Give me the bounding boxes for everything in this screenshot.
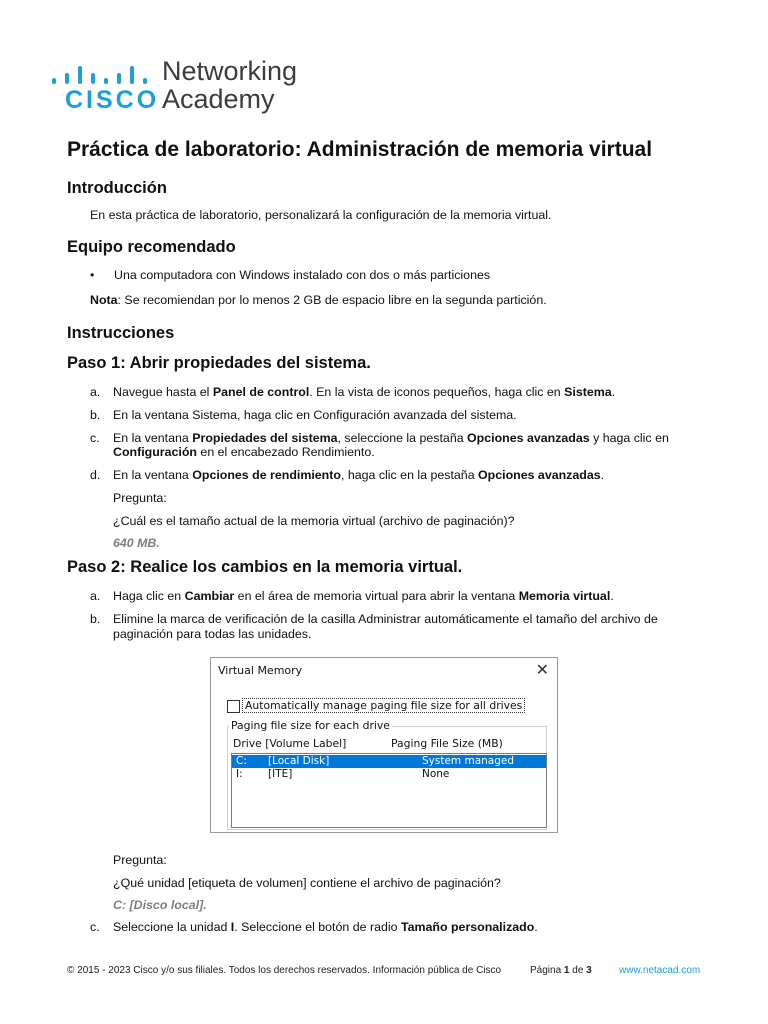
drive-letter: I:	[236, 768, 243, 780]
text: . Seleccione el botón de radio	[234, 920, 401, 934]
paging-group-label: Paging file size for each drive	[231, 719, 390, 732]
step2-b-line1: Elimine la marca de verificación de la casilla Administrar automáticamente el tamaño del archivo de	[113, 612, 658, 626]
bullet-marker: •	[90, 268, 95, 282]
step1-question-label: Pregunta:	[113, 491, 167, 505]
equipment-heading: Equipo recomendado	[67, 238, 236, 256]
auto-manage-label[interactable]: Automatically manage paging file size for all drives	[242, 698, 525, 713]
step2-c-mark: c.	[90, 920, 100, 934]
text: . En la vista de iconos pequeños, haga clic en	[309, 385, 565, 399]
intro-text: En esta práctica de laboratorio, personalizará la configuración de la memoria virtual.	[90, 208, 552, 222]
step1-b: En la ventana Sistema, haga clic en Configuración avanzada del sistema.	[113, 408, 517, 422]
bold-text: Tamaño personalizado	[400, 920, 535, 934]
text: de	[569, 965, 587, 976]
step1-c-mark: c.	[90, 431, 100, 445]
step2-b-mark: b.	[90, 612, 101, 626]
drive-row-i[interactable]	[232, 768, 546, 781]
text: .	[610, 589, 614, 603]
step2-a	[113, 589, 614, 604]
text: y haga clic en	[589, 431, 669, 445]
bold-text: Sistema	[564, 385, 612, 399]
cisco-networking-academy-logo	[52, 56, 312, 116]
cisco-bridge-icon	[52, 62, 152, 84]
note	[90, 293, 547, 308]
step2-answer: C: [Disco local].	[113, 898, 207, 912]
bold-text: Opciones avanzadas	[467, 431, 590, 445]
dialog-title: Virtual Memory	[218, 664, 303, 677]
intro-heading: Introducción	[67, 179, 167, 197]
logo-line2: Academy	[162, 84, 275, 114]
step1-c-line2	[113, 445, 375, 460]
text: Haga clic en	[113, 589, 185, 603]
instructions-heading: Instrucciones	[67, 324, 175, 342]
close-icon[interactable]: ✕	[535, 660, 549, 679]
text: .	[611, 385, 616, 399]
text: Seleccione la unidad	[113, 920, 231, 934]
bold-text: Opciones avanzadas	[478, 468, 601, 482]
step1-answer: 640 MB.	[113, 536, 160, 550]
text: , seleccione la pestaña	[337, 431, 468, 445]
step1-b-mark: b.	[90, 408, 101, 422]
drive-letter: C:	[236, 755, 247, 767]
footer-copyright: © 2015 - 2023 Cisco y/o sus filiales. Todos los derechos reservados. Información pública de Cisco	[67, 965, 502, 976]
bold-text: Opciones de rendimiento	[192, 468, 341, 482]
logo-brand: CISCO	[65, 86, 160, 114]
text: en el área de memoria virtual para abrir la ventana	[234, 589, 519, 603]
text: .	[600, 468, 605, 482]
step1-a-mark: a.	[90, 385, 101, 399]
step2-a-mark: a.	[90, 589, 101, 603]
bold-text: Panel de control	[212, 385, 310, 399]
page-number: 1	[563, 965, 570, 976]
virtual-memory-dialog	[210, 657, 558, 833]
drive-list[interactable]	[231, 753, 547, 828]
drive-size: None	[422, 768, 450, 780]
drive-size: System managed	[422, 755, 515, 767]
page-title: Práctica de laboratorio: Administración de memoria virtual	[67, 138, 653, 161]
note-label: Nota	[90, 293, 118, 307]
step1-d	[113, 468, 604, 483]
text: Navegue hasta el	[113, 385, 213, 399]
drive-label: [Local Disk]	[268, 755, 330, 767]
step1-heading: Paso 1: Abrir propiedades del sistema.	[67, 354, 371, 372]
bold-text: Memoria virtual	[518, 589, 611, 603]
auto-manage-checkbox[interactable]	[227, 700, 240, 713]
text: en el encabezado Rendimiento.	[196, 445, 375, 459]
col-drive-header: Drive [Volume Label]	[233, 737, 347, 750]
drive-label: [ITE]	[268, 768, 293, 780]
step2-b-line2: paginación para todas las unidades.	[113, 627, 312, 641]
bold-text: Configuración	[113, 445, 197, 459]
step2-c	[113, 920, 538, 935]
step2-question-label: Pregunta:	[113, 853, 167, 867]
step1-a	[113, 385, 615, 400]
bold-text: Cambiar	[184, 589, 235, 603]
page-total: 3	[586, 965, 592, 976]
drive-row-c[interactable]	[232, 755, 546, 768]
step1-question: ¿Cuál es el tamaño actual de la memoria virtual (archivo de paginación)?	[113, 514, 515, 528]
bold-text: I	[230, 920, 235, 934]
note-text: : Se recomiendan por lo menos 2 GB de espacio libre en la segunda partición.	[117, 293, 547, 307]
col-size-header: Paging File Size (MB)	[391, 737, 503, 750]
step2-question: ¿Qué unidad [etiqueta de volumen] contiene el archivo de paginación?	[113, 876, 501, 890]
step2-heading: Paso 2: Realice los cambios en la memoria virtual.	[67, 558, 463, 576]
text: En la ventana	[113, 431, 193, 445]
step1-d-mark: d.	[90, 468, 101, 482]
text: En la ventana	[113, 468, 193, 482]
step1-c-line1	[113, 431, 669, 446]
text: Página	[530, 965, 564, 976]
logo-line1: Networking	[162, 56, 298, 86]
text: .	[534, 920, 538, 934]
footer-page	[530, 965, 592, 976]
bold-text: Propiedades del sistema	[192, 431, 338, 445]
equipment-bullet: Una computadora con Windows instalado con dos o más particiones	[114, 268, 491, 282]
text: , haga clic en la pestaña	[340, 468, 479, 482]
netacad-link[interactable]: www.netacad.com	[619, 965, 701, 976]
